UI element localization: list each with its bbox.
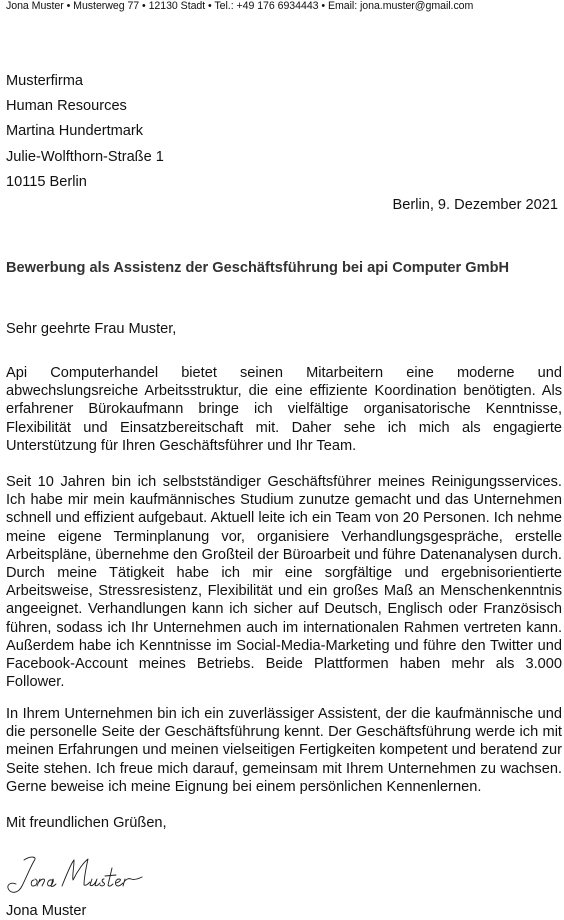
handwritten-signature xyxy=(4,852,144,898)
recipient-city: 10115 Berlin xyxy=(6,173,87,190)
letter-closing: Mit freundlichen Grüßen, xyxy=(6,815,167,831)
body-paragraph-3: In Ihrem Unternehmen bin ich ein zuverlässiger Assistent, der die kaufmännische und die personelle Seite der Geschäftsführung kennt. Der Geschäftsführung werde ich mit meinen Erfahrungen und meinen vielseitigen Fertigkeiten kompetent und beratend zur Seite stehen. Ich freue mich darauf, gemeinsam mit Ihrem Unternehmen zu wachsen. Gerne beweise ich meine Eignung bei einem persönlichen Kennenlernen. xyxy=(6,706,562,795)
letter-salutation: Sehr geehrte Frau Muster, xyxy=(6,321,177,337)
recipient-contact: Martina Hundertmark xyxy=(6,123,144,140)
recipient-street: Julie-Wolfthorn-Straße 1 xyxy=(6,148,164,165)
body-paragraph-2: Seit 10 Jahren bin ich selbstständiger Geschäftsführer meines Reinigungsservices. Ich habe mir mein kaufmännisches Studium zunutze gemacht und das Unternehmen schnell und effizient aufgebaut. Aktuell leite ich ein Team von 20 Personen. Ich nehme meine eigene Terminplanung vor, organisiere Verhandlungsgespräche, erstelle Arbeitspläne, übernehme den Großteil der Büroarbeit und führe Datenanalysen durch. Durch meine Tätigkeit habe ich mir eine sorgfältige und ergebnisorientierte Arbeitsweise, Stressresistenz, Flexibilität und ein großes Maß an Menschenkenntnis angeeignet. Verhandlungen kann ich sicher auf Deutsch, Englisch oder Französisch führen, sodass ich Ihr Unternehmen auch im internationalen Rahmen vertreten kann. Außerdem habe ich Kenntnisse im Social-Media-Marketing und führe den Twitter und Facebook-Account meines Betriebs. Beide Plattformen haben mehr als 3.000 Follower. xyxy=(6,474,562,691)
letter-subject: Bewerbung als Assistenz der Geschäftsführung bei api Computer GmbH xyxy=(6,260,510,276)
signer-name: Jona Muster xyxy=(6,903,87,919)
recipient-department: Human Resources xyxy=(6,98,127,115)
sender-address-line: Jona Muster • Musterweg 77 • 12130 Stadt • Tel.: +49 176 6934443 • Email: jona.muster@gmail.com xyxy=(6,0,474,12)
recipient-address xyxy=(6,69,164,195)
body-paragraph-1: Api Computerhandel bietet seinen Mitarbeitern eine moderne und abwechslungsreiche Arbeitsstruktur, die eine effiziente Koordination benötigten. Als erfahrener Bürokaufmann bringe ich vielfältige organisatorische Kenntnisse, Flexibilität und Einsatzbereitschaft mit. Daher sehe ich mich als engagierte Unterstützung für Ihren Geschäftsführer und Ihr Team. xyxy=(6,365,562,454)
letter-date: Berlin, 9. Dezember 2021 xyxy=(392,197,558,213)
recipient-company: Musterfirma xyxy=(6,73,84,89)
